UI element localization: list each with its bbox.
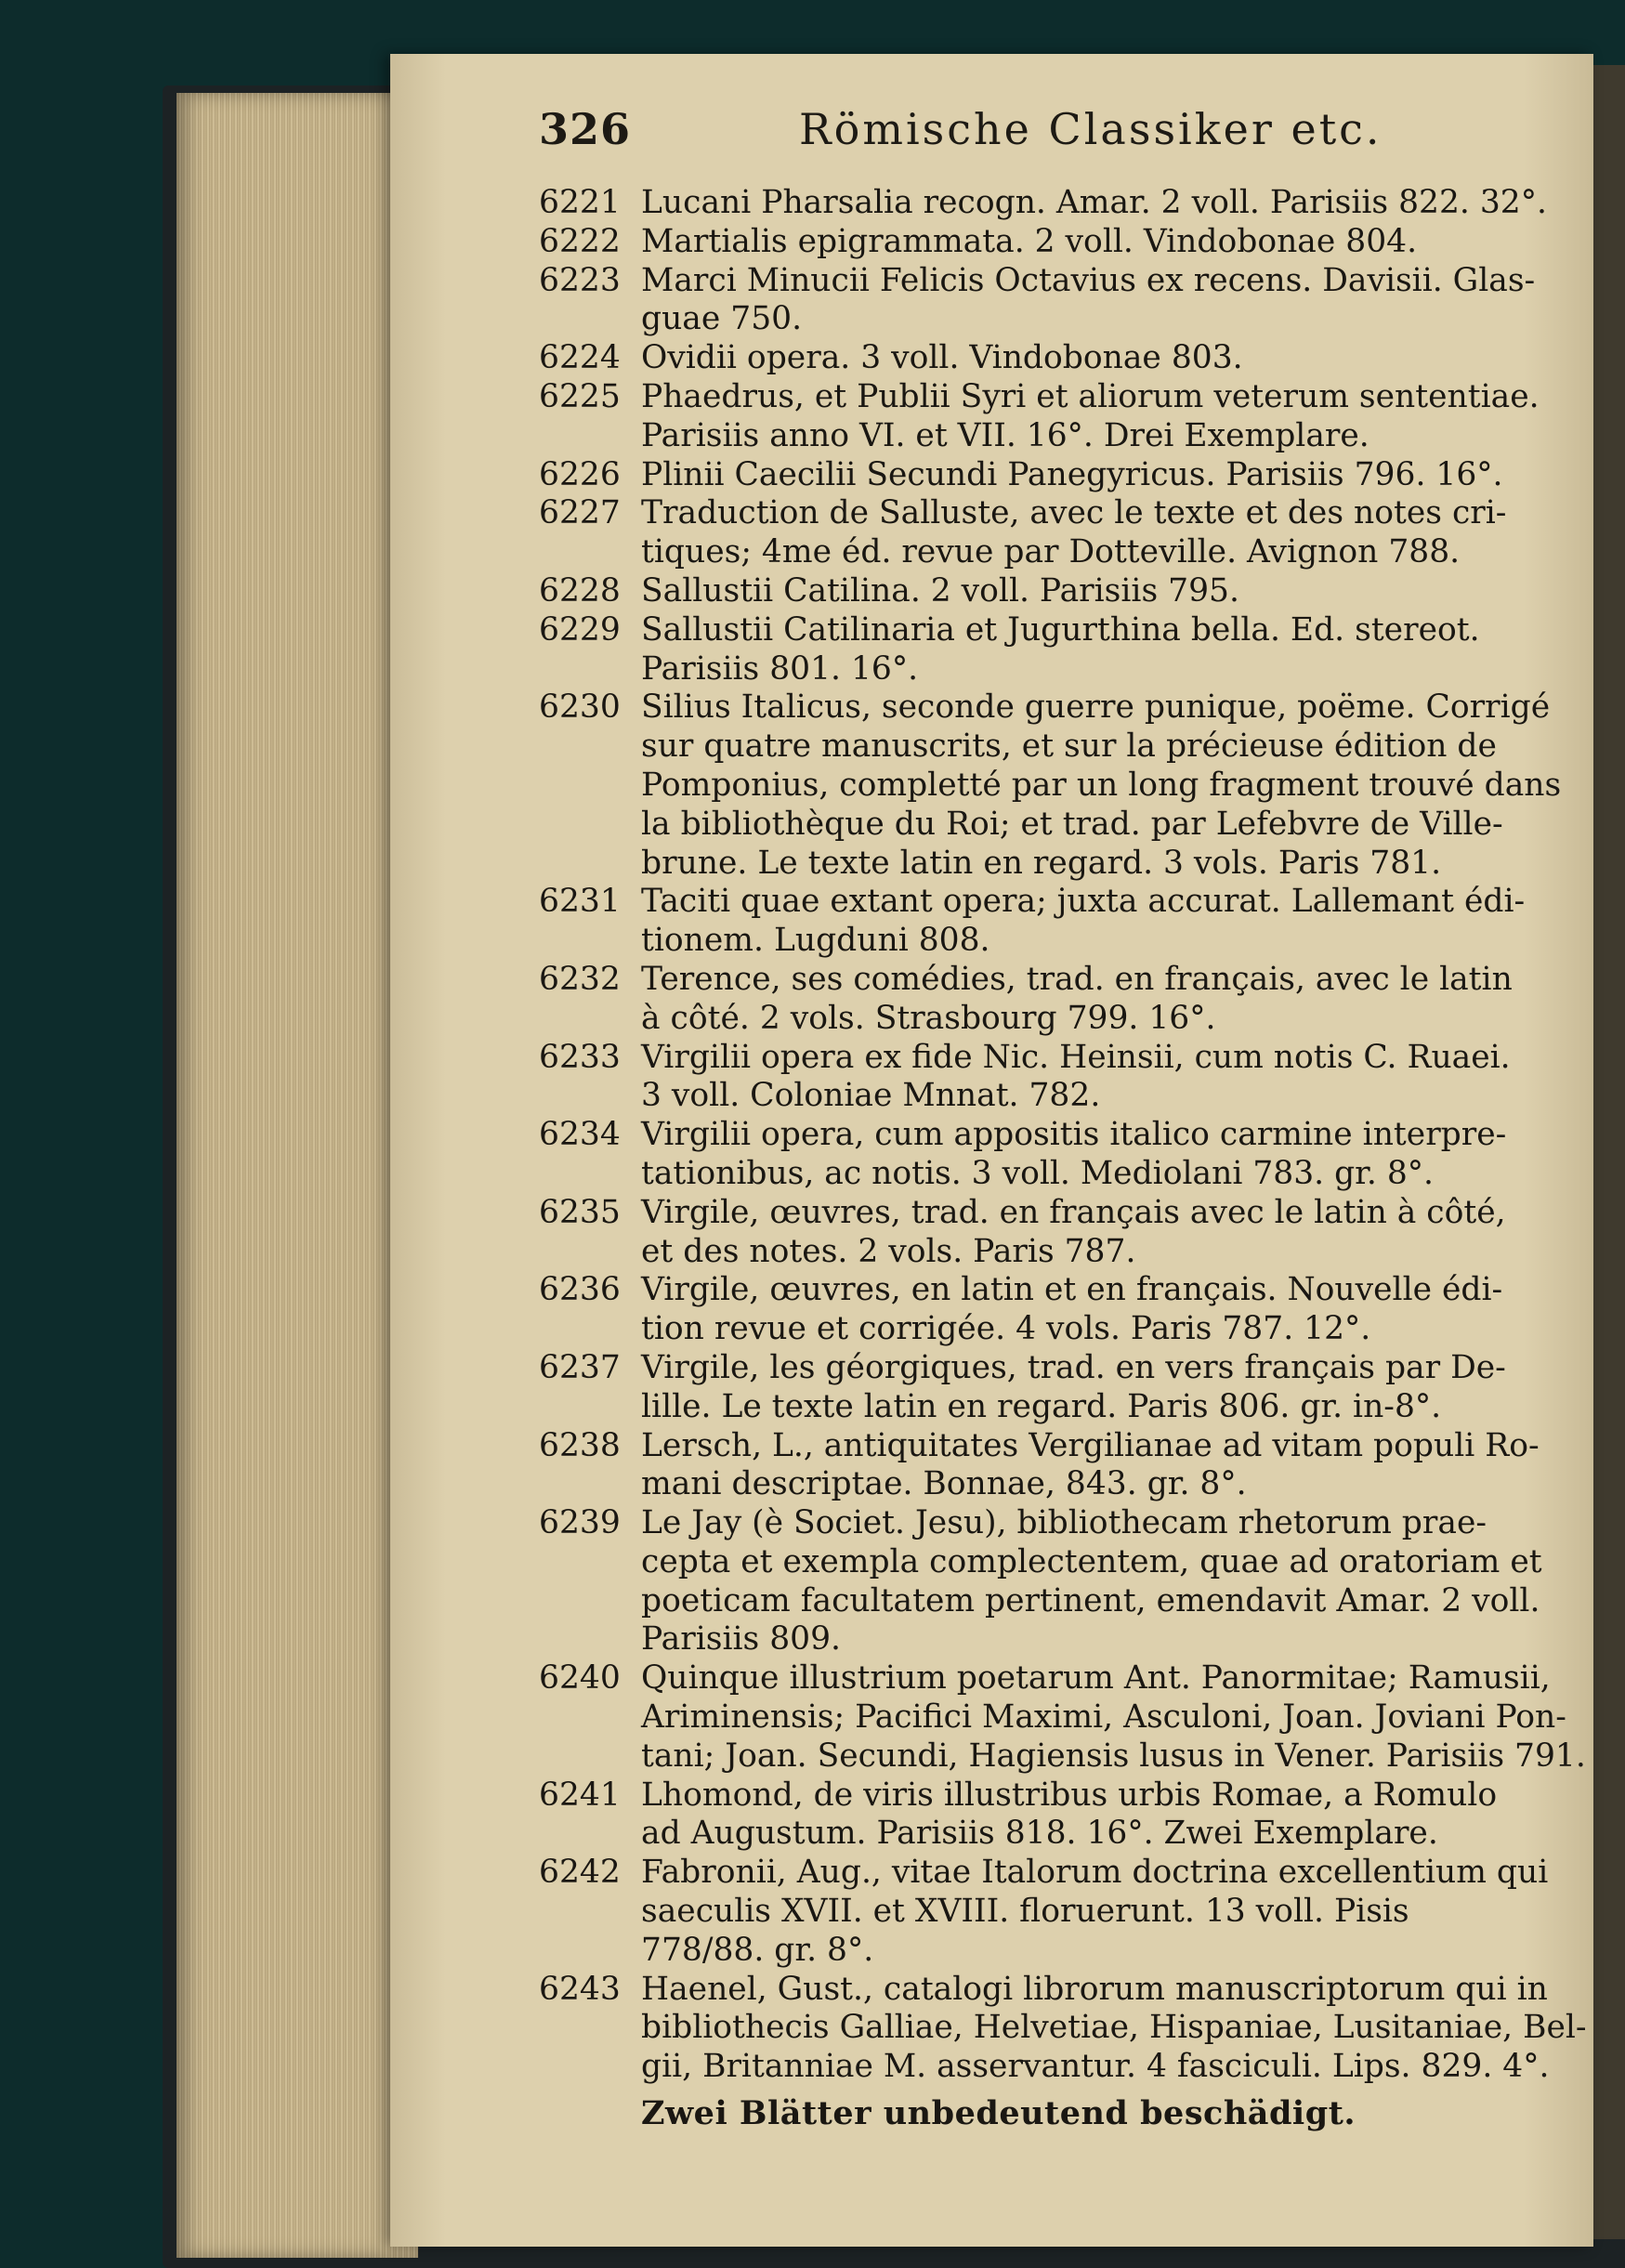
catalog-entry — [539, 1271, 1570, 1349]
entry-number: 6224 — [539, 339, 621, 377]
entry-line: Virgile, les géorgiques, trad. en vers français par De- — [641, 1348, 1506, 1386]
entry-number: 6222 — [539, 222, 621, 260]
entry-line: tationibus, ac notis. 3 voll. Mediolani 783. gr. 8°. — [641, 1154, 1434, 1192]
catalog-entry — [539, 1116, 1570, 1194]
entry-number: 6228 — [539, 571, 621, 610]
entry-text — [641, 1116, 1570, 1194]
book-right-edge — [1593, 65, 1625, 2239]
entry-text — [641, 223, 1570, 262]
catalog-entry — [539, 184, 1570, 223]
entry-line: guae 750. — [641, 300, 803, 338]
entry-line: Plinii Caecilii Secundi Panegyricus. Parisiis 796. 16°. — [641, 455, 1503, 493]
catalog-entry — [539, 1504, 1570, 1659]
entry-line: Ariminensis; Pacifici Maximi, Asculoni, Joan. Joviani Pon- — [641, 1698, 1566, 1737]
entry-line: Parisiis 809. — [641, 1620, 842, 1658]
entry-number: 6240 — [539, 1659, 621, 1698]
running-title: Römische Classiker etc. — [799, 104, 1383, 154]
entry-number: 6243 — [539, 1970, 621, 2008]
entry-line: Fabronii, Aug., vitae Italorum doctrina excellentium qui — [641, 1854, 1549, 1892]
entry-number: 6239 — [539, 1504, 621, 1542]
entry-line: gii, Britanniae M. asservantur. 4 fasciculi. Lips. 829. 4°. — [641, 2048, 1550, 2086]
entry-text — [641, 1427, 1570, 1505]
entry-number: 6234 — [539, 1116, 621, 1154]
entry-number: 6235 — [539, 1193, 621, 1231]
entry-number: 6233 — [539, 1038, 621, 1076]
entry-line: Virgilii opera ex fide Nic. Heinsii, cum notis C. Ruaei. — [641, 1038, 1511, 1076]
entry-text — [641, 456, 1570, 495]
catalog-entry — [539, 1776, 1570, 1855]
entry-number: 6225 — [539, 377, 621, 415]
entry-number: 6232 — [539, 960, 621, 998]
entry-text — [641, 1271, 1570, 1349]
entry-text — [641, 184, 1570, 223]
page-number: 326 — [539, 104, 632, 154]
catalog-entry — [539, 1194, 1570, 1272]
entry-text — [641, 688, 1570, 883]
entry-line: Lersch, L., antiquitates Vergilianae ad vitam populi Ro- — [641, 1426, 1540, 1464]
catalog-entry — [539, 456, 1570, 495]
entry-line: bibliothecis Galliae, Helvetiae, Hispaniae, Lusitaniae, Bel- — [641, 2009, 1587, 2047]
catalog-entry — [539, 611, 1570, 689]
entry-text — [641, 611, 1570, 689]
entry-text — [641, 1659, 1586, 1776]
catalog-entry — [539, 339, 1570, 378]
entry-line: mani descriptae. Bonnae, 843. gr. 8°. — [641, 1465, 1247, 1503]
entry-line: tani; Joan. Secundi, Hagiensis lusus in Vener. Parisiis 791. — [641, 1737, 1586, 1775]
catalog-entry — [539, 1659, 1586, 1776]
catalog-entries — [539, 184, 1587, 2087]
entry-number: 6237 — [539, 1348, 621, 1386]
entry-line: Martialis epigrammata. 2 voll. Vindobonae 804. — [641, 222, 1418, 260]
catalog-entry — [539, 688, 1570, 883]
catalog-entry — [539, 262, 1570, 340]
entry-text — [641, 1039, 1570, 1117]
entry-line: lille. Le texte latin en regard. Paris 806. gr. in-8°. — [641, 1387, 1442, 1425]
entry-line: Sallustii Catilinaria et Jugurthina bella. Ed. stereot. — [641, 610, 1480, 649]
entry-number: 6229 — [539, 610, 621, 649]
entry-number: 6221 — [539, 184, 621, 221]
entry-line: tion revue et corrigée. 4 vols. Paris 787. 12°. — [641, 1310, 1371, 1348]
entry-line: tiques; 4me éd. revue par Dotteville. Avignon 788. — [641, 533, 1461, 571]
entry-text — [641, 494, 1570, 572]
entry-line: Haenel, Gust., catalogi librorum manuscriptorum qui in — [641, 1970, 1548, 2008]
entry-number: 6230 — [539, 688, 621, 727]
entry-text — [641, 961, 1570, 1039]
entry-line: Le Jay (è Societ. Jesu), bibliothecam rhetorum prae- — [641, 1504, 1487, 1542]
entry-line: 3 voll. Coloniae Mnnat. 782. — [641, 1077, 1101, 1115]
entry-line: ad Augustum. Parisiis 818. 16°. Zwei Exemplare. — [641, 1815, 1438, 1853]
entry-text — [641, 572, 1570, 611]
entry-line: Parisiis anno VI. et VII. 16°. Drei Exemplare. — [641, 416, 1369, 454]
entry-line: sur quatre manuscrits, et sur la précieuse édition de — [641, 728, 1497, 766]
footer-note: Zwei Blätter unbedeutend beschädigt. — [641, 2094, 1356, 2132]
catalog-entry — [539, 961, 1570, 1039]
entry-line: Phaedrus, et Publii Syri et aliorum veterum sententiae. — [641, 377, 1540, 415]
entry-text — [641, 378, 1570, 456]
entry-line: Taciti quae extant opera; juxta accurat. Lallemant édi- — [641, 883, 1526, 921]
entry-text — [641, 883, 1570, 961]
entry-number: 6231 — [539, 883, 621, 921]
entry-text — [641, 1776, 1570, 1855]
entry-number: 6242 — [539, 1854, 621, 1892]
entry-text — [641, 1504, 1570, 1659]
entry-line: Virgilii opera, cum appositis italico carmine interpre- — [641, 1116, 1507, 1154]
entry-number: 6227 — [539, 494, 621, 532]
entry-line: Virgile, œuvres, trad. en français avec le latin à côté, — [641, 1193, 1506, 1231]
catalog-entry — [539, 1427, 1570, 1505]
entry-line: cepta et exempla complectentem, quae ad oratoriam et — [641, 1542, 1542, 1580]
page-header — [539, 104, 1561, 169]
entry-line: Virgile, œuvres, en latin et en français. Nouvelle édi- — [641, 1271, 1503, 1309]
catalog-entry — [539, 378, 1570, 456]
entry-number: 6241 — [539, 1776, 621, 1814]
entry-line: tionem. Lugduni 808. — [641, 922, 990, 960]
entry-line: poeticam facultatem pertinent, emendavit Amar. 2 voll. — [641, 1581, 1540, 1619]
catalog-entry — [539, 223, 1570, 262]
entry-line: Terence, ses comédies, trad. en français, avec le latin — [641, 960, 1513, 998]
entry-text — [641, 262, 1570, 340]
entry-line: Traduction de Salluste, avec le texte et des notes cri- — [641, 494, 1507, 532]
catalog-entry — [539, 1349, 1570, 1427]
entry-number: 6238 — [539, 1426, 621, 1464]
entry-line: brune. Le texte latin en regard. 3 vols. Paris 781. — [641, 844, 1442, 882]
entry-line: Marci Minucii Felicis Octavius ex recens. Davisii. Glas- — [641, 261, 1536, 299]
entry-line: Quinque illustrium poetarum Ant. Panormitae; Ramusii, — [641, 1659, 1551, 1698]
entry-line: Parisiis 801. 16°. — [641, 649, 919, 688]
entry-number: 6226 — [539, 455, 621, 493]
entry-line: saeculis XVII. et XVIII. floruerunt. 13 voll. Pisis — [641, 1893, 1409, 1931]
entry-text — [641, 1194, 1570, 1272]
page-edges — [177, 93, 418, 2258]
entry-text — [641, 1854, 1570, 1970]
entry-line: et des notes. 2 vols. Paris 787. — [641, 1232, 1136, 1270]
entry-number: 6236 — [539, 1271, 621, 1309]
entry-text — [641, 1349, 1570, 1427]
entry-line: Sallustii Catilina. 2 voll. Parisiis 795. — [641, 571, 1239, 610]
entry-text — [641, 339, 1570, 378]
entry-line: la bibliothèque du Roi; et trad. par Lefebvre de Ville- — [641, 805, 1503, 843]
entry-text — [641, 1971, 1587, 2087]
entry-line: Lhomond, de viris illustribus urbis Romae, a Romulo — [641, 1776, 1498, 1814]
catalog-entry — [539, 1970, 1587, 2087]
entry-line: à côté. 2 vols. Strasbourg 799. 16°. — [641, 999, 1216, 1037]
entry-line: Lucani Pharsalia recogn. Amar. 2 voll. Parisiis 822. 32°. — [641, 184, 1547, 221]
entry-line: Silius Italicus, seconde guerre punique, poëme. Corrigé — [641, 688, 1551, 727]
entry-line: Ovidii opera. 3 voll. Vindobonae 803. — [641, 339, 1243, 377]
catalog-entry — [539, 883, 1570, 961]
catalog-entry — [539, 494, 1570, 572]
entry-number: 6223 — [539, 261, 621, 299]
entry-line: 778/88. gr. 8°. — [641, 1931, 874, 1969]
entry-line: Pomponius, completté par un long fragment trouvé dans — [641, 766, 1562, 804]
catalog-entry — [539, 572, 1570, 611]
catalog-entry — [539, 1854, 1570, 1970]
catalog-entry — [539, 1039, 1570, 1117]
